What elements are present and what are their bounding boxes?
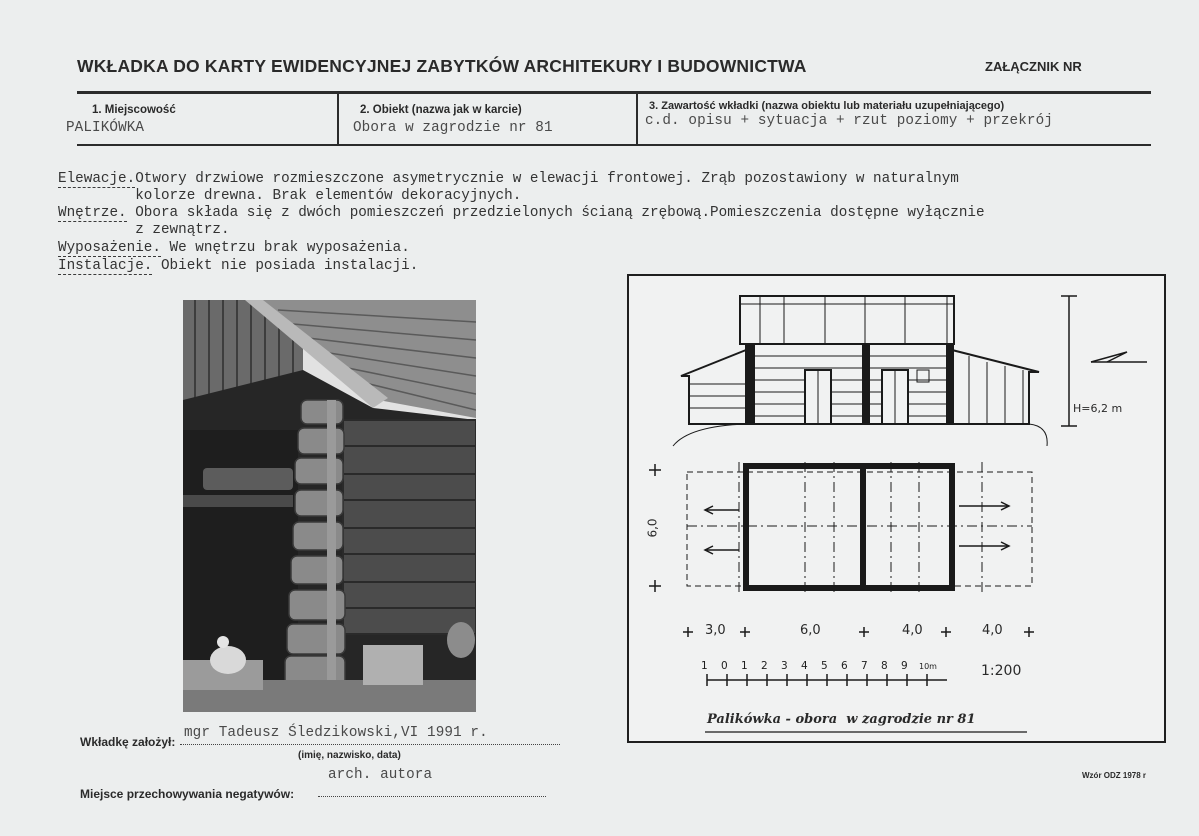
author-hint: (imię, nazwisko, data) xyxy=(298,750,401,761)
scale-tick: 6 xyxy=(841,660,848,672)
term-wyposazenie: Wyposażenie. xyxy=(58,240,161,256)
storage-dotted-line xyxy=(318,796,546,797)
dimension-2: 6,0 xyxy=(800,623,821,638)
author-dotted-line xyxy=(180,744,560,745)
object-value: Obora w zagrodzie nr 81 xyxy=(353,120,553,136)
scale-tick: 1 xyxy=(741,660,748,672)
scale-tick: 8 xyxy=(881,660,888,672)
card-title: WKŁADKA DO KARTY EWIDENCYJNEJ ZABYTKÓW ARCHITEKURY I BUDOWNICTWA xyxy=(77,56,807,76)
description-text: z zewnątrz. xyxy=(58,222,230,238)
table-bottom-rule xyxy=(77,144,1151,146)
scale-tick: 3 xyxy=(781,660,788,672)
description-line-4 xyxy=(58,222,230,238)
scale-tick: 9 xyxy=(901,660,908,672)
scale-tick: 0 xyxy=(721,660,728,672)
description-text: Otwory drzwiowe rozmieszczone asymetrycznie w elewacji frontowej. Zrąb pozostawiony w naturalnym xyxy=(135,171,959,187)
term-wnetrze: Wnętrze. xyxy=(58,205,127,221)
description-text: kolorze drewna. Brak elementów dekoracyjnych. xyxy=(58,188,522,204)
term-elewacje: Elewacje. xyxy=(58,171,136,187)
content-value: c.d. opisu + sytuacja + rzut poziomy + przekrój xyxy=(645,113,1053,129)
storage-value: arch. autora xyxy=(328,767,433,783)
annex-label: ZAŁĄCZNIK NR xyxy=(985,59,1082,74)
description-text: Obora składa się z dwóch pomieszczeń przedzielonych ścianą zrębową.Pomieszczenia dostępne wyłącznie xyxy=(126,205,985,221)
storage-label: Miejsce przechowywania negatywów: xyxy=(80,787,295,801)
description-text: Obiekt nie posiada instalacji. xyxy=(152,258,419,274)
author-label: Wkładkę założył: xyxy=(80,735,176,749)
dimension-3: 4,0 xyxy=(902,623,923,638)
scale-tick: 5 xyxy=(821,660,828,672)
table-top-rule xyxy=(77,91,1151,94)
scale-tick: 10m xyxy=(919,662,937,671)
description-text: We wnętrzu brak wyposażenia. xyxy=(160,240,410,256)
content-label: 3. Zawartość wkładki (nazwa obiektu lub materiału uzupełniającego) xyxy=(649,100,1005,112)
scale-tick: 7 xyxy=(861,660,868,672)
author-value: mgr Tadeusz Śledzikowski,VI 1991 r. xyxy=(184,725,488,741)
scale-ratio: 1:200 xyxy=(981,663,1022,679)
table-divider-2 xyxy=(636,93,638,145)
place-value: PALIKÓWKA xyxy=(66,120,145,136)
depth-label: 6,0 xyxy=(645,518,660,538)
description-line-6 xyxy=(58,258,418,274)
dimension-4: 4,0 xyxy=(982,623,1003,638)
barn-photograph xyxy=(183,300,476,712)
scale-tick: 1 xyxy=(701,660,708,672)
scale-tick: 4 xyxy=(801,660,808,672)
scale-tick: 2 xyxy=(761,660,768,672)
object-label: 2. Obiekt (nazwa jak w karcie) xyxy=(360,104,522,116)
description-line-1 xyxy=(58,171,959,187)
description-line-3 xyxy=(58,205,985,221)
dimension-1: 3,0 xyxy=(705,623,726,638)
technical-drawing xyxy=(627,274,1166,743)
form-code: Wzór ODZ 1978 r xyxy=(1082,771,1147,780)
term-instalacje: Instalacje. xyxy=(58,258,153,274)
description-line-5 xyxy=(58,240,410,256)
height-label: H=6,2 m xyxy=(1073,402,1123,415)
description-line-2 xyxy=(58,188,521,204)
table-divider-1 xyxy=(337,93,339,145)
place-label: 1. Miejscowość xyxy=(92,104,176,116)
drawing-caption: Palikówka - obora w zagrodzie nr 81 xyxy=(707,712,976,727)
